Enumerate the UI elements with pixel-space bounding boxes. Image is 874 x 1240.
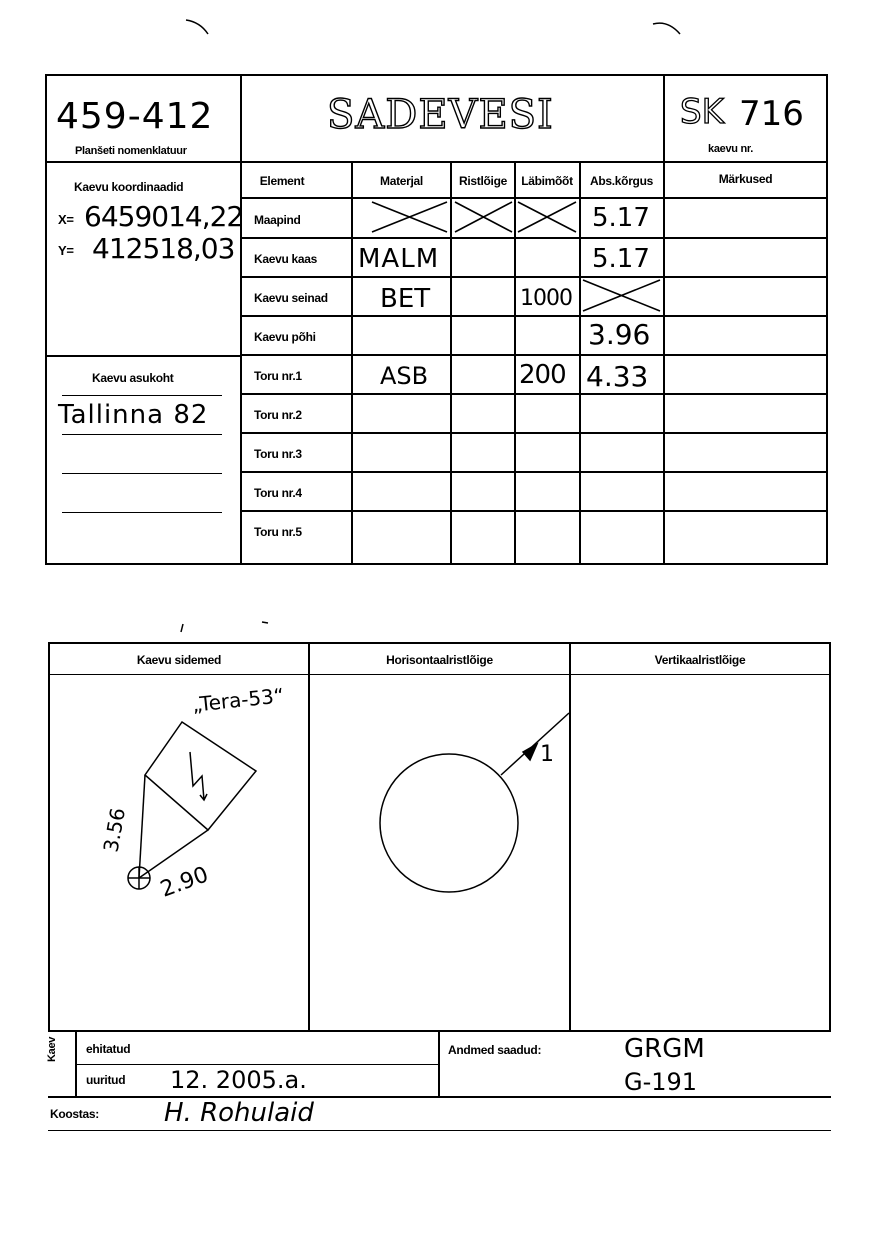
cell-maapind-korgus: 5.17 — [592, 203, 650, 233]
cell-seinad-labimoot: 1000 — [520, 286, 572, 311]
col-header-markused: Märkused — [718, 172, 773, 186]
cell-kaas-materjal: MALM — [358, 244, 440, 274]
author-value: H. Rohulaid — [164, 1098, 314, 1128]
location-value: Tallinna 82 — [58, 400, 209, 430]
location-label: Kaevu asukoht — [92, 371, 174, 385]
panel-label-ties: Kaevu sidemed — [136, 653, 222, 667]
electric-icon — [190, 752, 207, 800]
y-prefix: Y= — [58, 243, 74, 258]
tie-distance-1: 3.56 — [98, 805, 130, 855]
row-label-toru1: Toru nr.1 — [254, 369, 302, 383]
panel-label-vertical: Vertikaalristlõige — [654, 653, 746, 667]
author-label: Koostas: — [50, 1107, 99, 1121]
y-coordinate: 412518,03 — [92, 232, 235, 265]
tie-reference: „Tera-53“ — [190, 683, 286, 717]
well-code-label: kaevu nr. — [708, 143, 753, 155]
row-label-toru3: Toru nr.3 — [254, 447, 302, 461]
row-label-kaas: Kaevu kaas — [254, 252, 318, 266]
surveyed-label: uuritud — [86, 1073, 126, 1087]
side-label-kaev: Kaev — [46, 1036, 58, 1062]
row-label-seinad: Kaevu seinad — [254, 291, 328, 305]
cell-kaas-korgus: 5.17 — [592, 244, 650, 274]
cell-toru1-materjal: ASB — [380, 362, 429, 390]
built-label: ehitatud — [86, 1042, 131, 1056]
col-header-element: Element — [259, 174, 305, 188]
col-header-materjal: Materjal — [380, 174, 423, 188]
cell-pohi-korgus: 3.96 — [588, 318, 651, 351]
col-header-ristloige: Ristlõige — [459, 174, 507, 188]
data-source-label: Andmed saadud: — [448, 1043, 542, 1057]
pipe-label: 1 — [540, 742, 554, 767]
cell-seinad-materjal: BET — [380, 284, 431, 314]
coordinates-label: Kaevu koordinaadid — [74, 180, 184, 194]
panel-label-horizontal: Horisontaalristlõige — [386, 653, 493, 667]
col-header-labimoot: Läbimõõt — [521, 174, 573, 188]
data-source-value-1: GRGM — [624, 1034, 705, 1064]
well-symbol — [128, 867, 150, 889]
tie-distance-2: 2.90 — [157, 862, 212, 903]
x-prefix: X= — [58, 212, 74, 227]
well-circle — [380, 754, 518, 892]
well-code-written: 716 — [739, 94, 804, 134]
surveyed-value: 12. 2005.a. — [170, 1066, 307, 1094]
row-label-maapind: Maapind — [254, 213, 301, 227]
data-source-value-2: G-191 — [624, 1068, 698, 1096]
well-code-printed: SK — [680, 92, 724, 132]
row-label-toru2: Toru nr.2 — [254, 408, 302, 422]
cell-toru1-labimoot: 200 — [519, 360, 566, 390]
sheet-number-label: Planšeti nomenklatuur — [75, 145, 187, 157]
row-label-toru5: Toru nr.5 — [254, 525, 302, 539]
pipe-line — [501, 713, 569, 775]
cell-toru1-korgus: 4.33 — [586, 360, 649, 393]
document-title: SADEVESI — [327, 92, 554, 138]
sheet-number: 459-412 — [56, 96, 214, 137]
row-label-toru4: Toru nr.4 — [254, 486, 302, 500]
row-label-pohi: Kaevu põhi — [254, 330, 316, 344]
col-header-korgus: Abs.kõrgus — [589, 174, 653, 188]
building-outline — [145, 722, 256, 830]
x-coordinate: 6459014,22 — [84, 200, 244, 233]
